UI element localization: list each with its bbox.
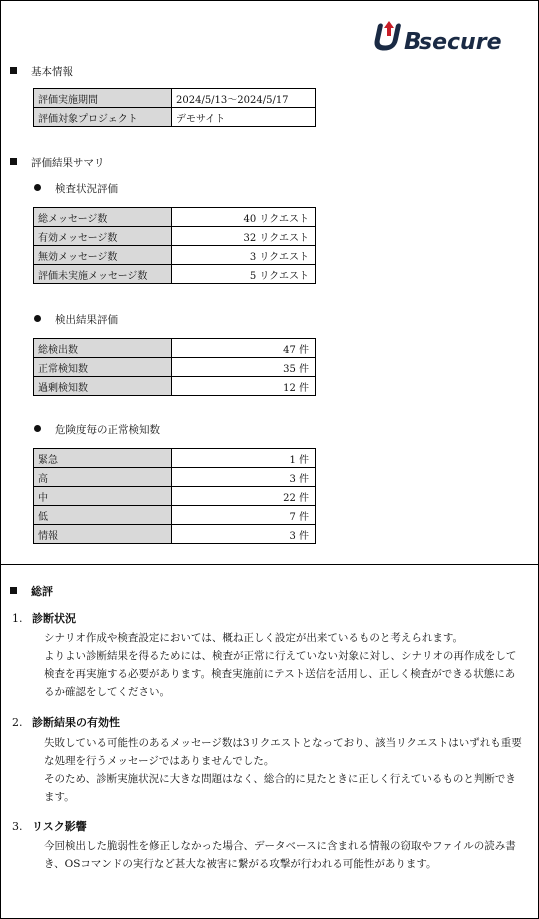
table-row: 無効メッセージ数 3 リクエスト	[34, 246, 316, 265]
overview-item-body: 今回検出した脆弱性を修正しなかった場合、データベースに含まれる情報の窃取やファイルの読み書き、OSコマンドの実行など甚大な被害に繋がる攻撃が行われる可能性があります。	[44, 840, 516, 870]
svg-text:B: B	[404, 29, 422, 54]
table-row: 高 3 件	[34, 468, 316, 487]
square-bullet-icon	[10, 67, 17, 74]
table-row: 正常検知数 35 件	[34, 358, 316, 377]
inspection-table	[33, 207, 316, 284]
table-row: 中 22 件	[34, 487, 316, 506]
overview-heading: 総評	[10, 584, 53, 599]
table-row: 評価未実施メッセージ数 5 リクエスト	[34, 265, 316, 284]
detection-heading: 検出結果評価	[34, 313, 118, 327]
table-row: 評価対象プロジェクト デモサイト	[34, 108, 316, 127]
table-row: 有効メッセージ数 32 リクエスト	[34, 227, 316, 246]
table-row: 緊急 1 件	[34, 449, 316, 468]
svg-text:secure: secure	[419, 30, 502, 54]
ubsecure-logo	[372, 18, 512, 54]
summary-heading: 評価結果サマリ	[10, 156, 105, 170]
round-bullet-icon	[34, 425, 41, 432]
basic-info-heading: 基本情報	[10, 65, 73, 79]
overview-item-body: 失敗している可能性のあるメッセージ数は3リクエストとなっており、該当リクエストはいずれも重要な処理を行うメッセージではありませんでした。 そのため、診断実施状況に大きな問題はなく、総合的に見たときに正しく行えているものと判断できます。	[44, 737, 522, 803]
square-bullet-icon	[10, 587, 17, 594]
round-bullet-icon	[34, 184, 41, 191]
table-row: 総検出数 47 件	[34, 339, 316, 358]
table-row: 情報 3 件	[34, 525, 316, 544]
table-row: 低 7 件	[34, 506, 316, 525]
table-row: 総メッセージ数 40 リクエスト	[34, 208, 316, 227]
overview-item-title: 2. 診断結果の有効性	[12, 716, 120, 729]
overview-item-body: シナリオ作成や検査設定においては、概ね正しく設定が出来ているものと考えられます。 よりよい診断結果を得るためには、検査が正常に行えていない対象に対し、シナリオの再作成をして検査を再実施する必要があります。検査実施前にテスト送信を活用し、正しく検査ができる状態にあるか確認をしてください。	[44, 632, 517, 698]
table-row: 過剰検知数 12 件	[34, 377, 316, 396]
severity-table	[33, 448, 316, 544]
inspection-heading: 検査状況評価	[34, 182, 118, 196]
square-bullet-icon	[10, 158, 17, 165]
overview-item-title: 3. リスク影響	[12, 820, 87, 833]
overview-item-title: 1. 診断状況	[12, 612, 76, 625]
table-row: 評価実施期間 2024/5/13～2024/5/17	[34, 89, 316, 108]
section-divider	[0, 564, 539, 565]
basic-info-table	[33, 88, 316, 127]
round-bullet-icon	[34, 315, 41, 322]
detection-table	[33, 338, 316, 396]
severity-heading: 危険度毎の正常検知数	[34, 423, 160, 437]
